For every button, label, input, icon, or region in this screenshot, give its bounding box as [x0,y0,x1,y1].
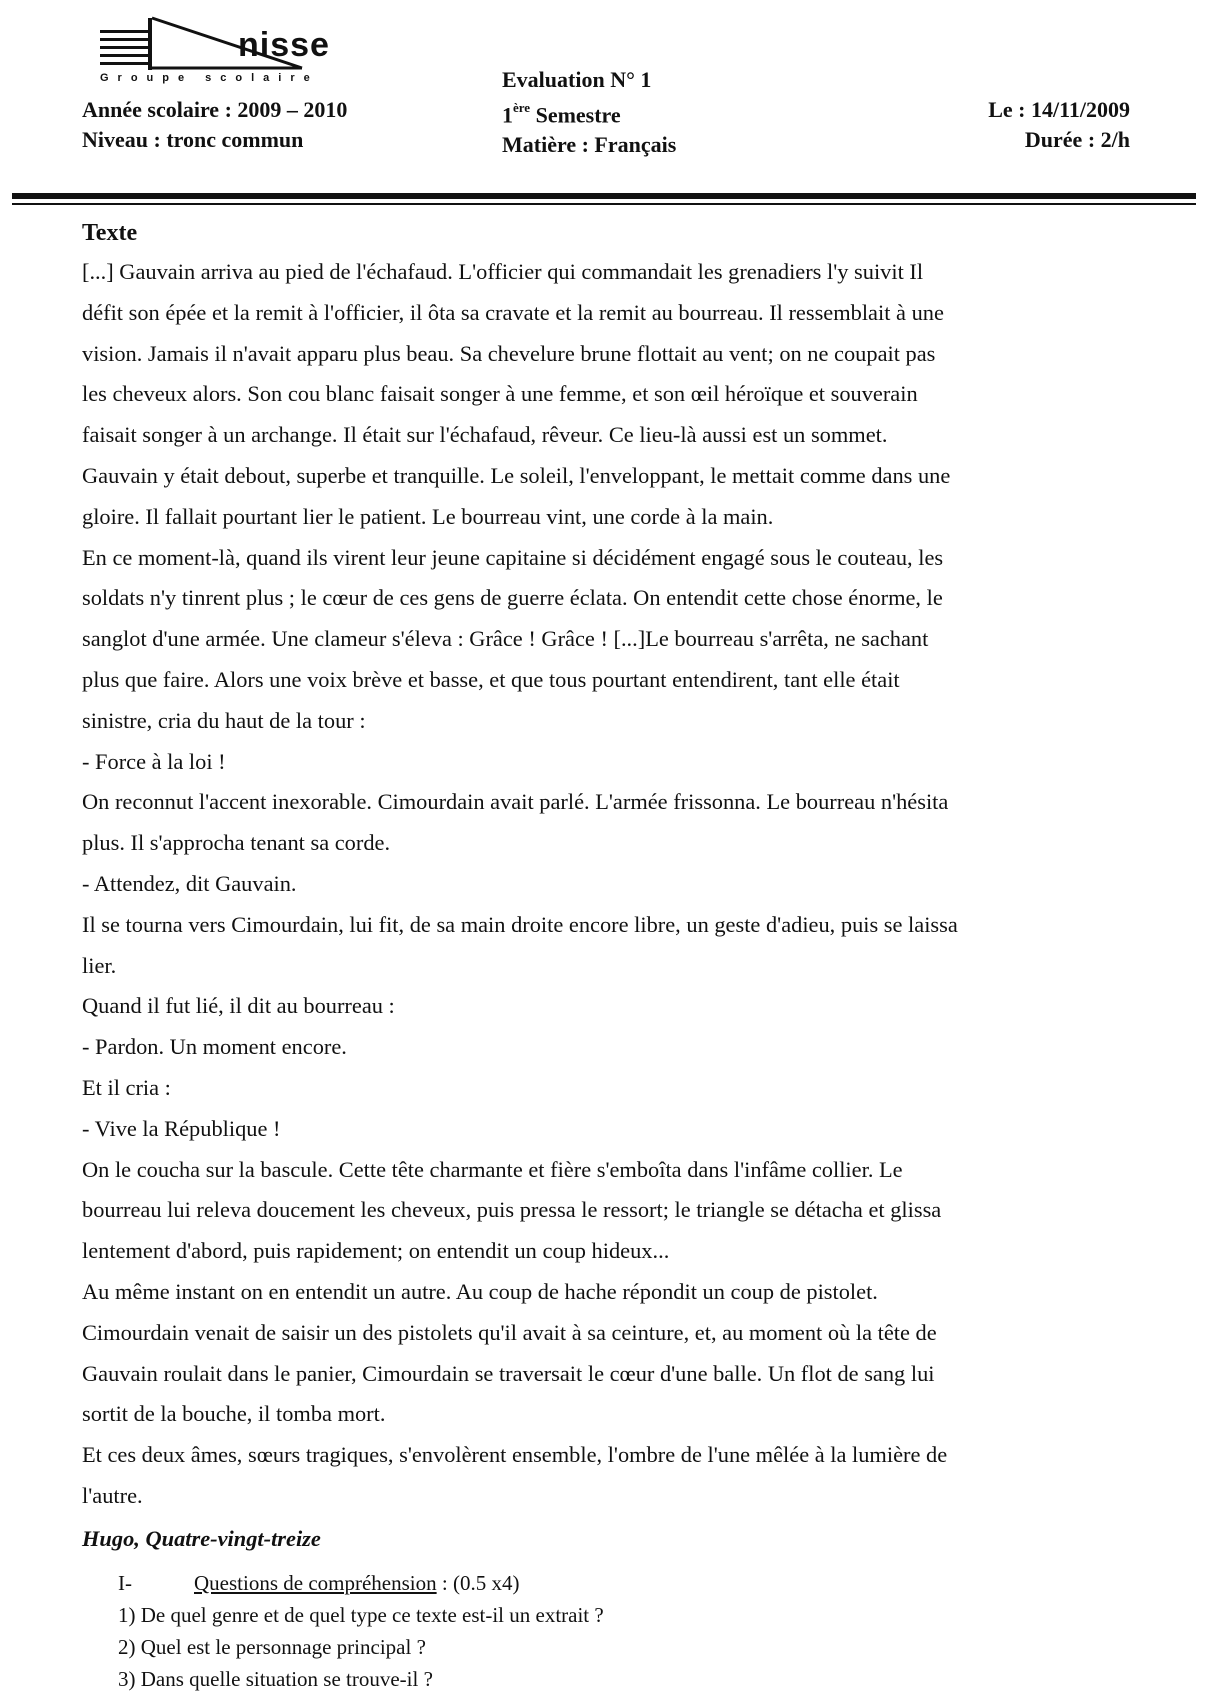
questions-list [118,1599,1162,1695]
logo-subtitle: Groupe scolaire [100,72,319,84]
header-divider-thin [12,203,1196,205]
logo-word: nisse [238,26,330,64]
question-item: 1) De quel genre et de quel type ce texte est-il un extrait ? [118,1602,604,1627]
questions-title: Questions de compréhension [194,1570,437,1595]
text-line: On le coucha sur la bascule. Cette tête charmante et fière s'emboîta dans l'infâme collier. Le [82,1156,903,1182]
text-line: - Force à la loi ! [82,748,226,774]
semester-number: 1 [502,102,513,128]
text-line: faisait songer à un archange. Il était sur l'échafaud, rêveur. Ce lieu-là aussi est un sommet. [82,422,888,448]
passage-text [82,252,1162,1517]
text-line: Cimourdain venait de saisir un des pistolets qu'il avait à sa ceinture, et, au moment où la tête de [82,1319,937,1345]
questions-number: I- [118,1570,132,1595]
text-line: l'autre. [82,1482,143,1508]
school-logo [100,12,340,90]
text-line: sortit de la bouche, il tomba mort. [82,1401,386,1427]
text-line: On reconnut l'accent inexorable. Cimourdain avait parlé. L'armée frissonna. Le bourreau n'hésita [82,789,949,815]
questions-heading [118,1567,1162,1599]
text-line: - Attendez, dit Gauvain. [82,870,297,896]
class-level: Niveau : tronc commun [82,127,304,152]
text-line: vision. Jamais il n'avait apparu plus beau. Sa chevelure brune flottait au vent; on ne coupait pas [82,340,936,366]
semester [502,95,676,130]
school-year: Année scolaire : 2009 – 2010 [82,97,348,122]
header-center [502,65,676,160]
text-line: lier. [82,952,117,978]
text-line: Il se tourna vers Cimourdain, lui fit, de sa main droite encore libre, un geste d'adieu, puis se laissa [82,911,958,937]
semester-suffix: ère [513,100,531,115]
questions-points: : (0.5 x4) [436,1570,520,1595]
evaluation-title: Evaluation N° 1 [502,67,652,92]
text-line: - Vive la République ! [82,1115,281,1141]
header-divider-thick [12,193,1196,199]
text-line: Quand il fut lié, il dit au bourreau : [82,993,395,1019]
text-line: Et ces deux âmes, sœurs tragiques, s'envolèrent ensemble, l'ombre de l'une mêlée à la lumière de [82,1442,948,1468]
text-line: [...] Gauvain arriva au pied de l'échafaud. L'officier qui commandait les grenadiers l'y suivit Il [82,259,924,284]
text-line: Et il cria : [82,1074,171,1100]
text-line: plus. Il s'approcha tenant sa corde. [82,830,391,856]
document-body [82,216,1162,1695]
questions-section [118,1567,1162,1695]
text-line: les cheveux alors. Son cou blanc faisait songer à une femme, et son œil héroïque et souverain [82,381,918,407]
text-line: défit son épée et la remit à l'officier, il ôta sa cravate et la remit au bourreau. Il ressemblait à une [82,299,944,325]
text-line: Gauvain roulait dans le panier, Cimourdain se traversait le cœur d'une balle. Un flot de sang lui [82,1360,935,1386]
text-line: lentement d'abord, puis rapidement; on entendit un coup hideux... [82,1238,670,1264]
section-title: Texte [82,220,138,246]
text-line: sinistre, cria du haut de la tour : [82,707,366,733]
question-item: 3) Dans quelle situation se trouve-il ? [118,1666,433,1691]
question-item: 2) Quel est le personnage principal ? [118,1634,426,1659]
semester-word: Semestre [530,102,621,128]
text-line: soldats n'y tinrent plus ; le cœur de ces gens de guerre éclata. On entendit cette chose énorme, le [82,585,943,611]
text-line: - Pardon. Un moment encore. [82,1034,347,1060]
exam-date: Le : 14/11/2009 [988,97,1130,122]
text-line: gloire. Il fallait pourtant lier le patient. Le bourreau vint, une corde à la main. [82,503,774,529]
text-line: En ce moment-là, quand ils virent leur jeune capitaine si décidément engagé sous le couteau, les [82,544,944,570]
text-source: Hugo, Quatre-vingt-treize [82,1525,321,1551]
header-left [82,95,347,155]
text-line: plus que faire. Alors une voix brève et basse, et que tous pourtant entendirent, tant elle était [82,666,900,692]
text-line: sanglot d'une armée. Une clameur s'éleva : Grâce ! Grâce ! [...]Le bourreau s'arrêta, ne sachant [82,626,929,652]
header-right [988,95,1130,155]
subject: Matière : Français [502,132,677,158]
exam-duration: Durée : 2/h [1024,127,1130,152]
text-line: Gauvain y était debout, superbe et tranquille. Le soleil, l'enveloppant, le mettait comme dans une [82,462,951,488]
text-line: Au même instant on en entendit un autre. Au coup de hache répondit un coup de pistolet. [82,1278,878,1304]
text-line: bourreau lui releva doucement les cheveux, puis pressa le ressort; le triangle se détacha et glissa [82,1197,942,1223]
